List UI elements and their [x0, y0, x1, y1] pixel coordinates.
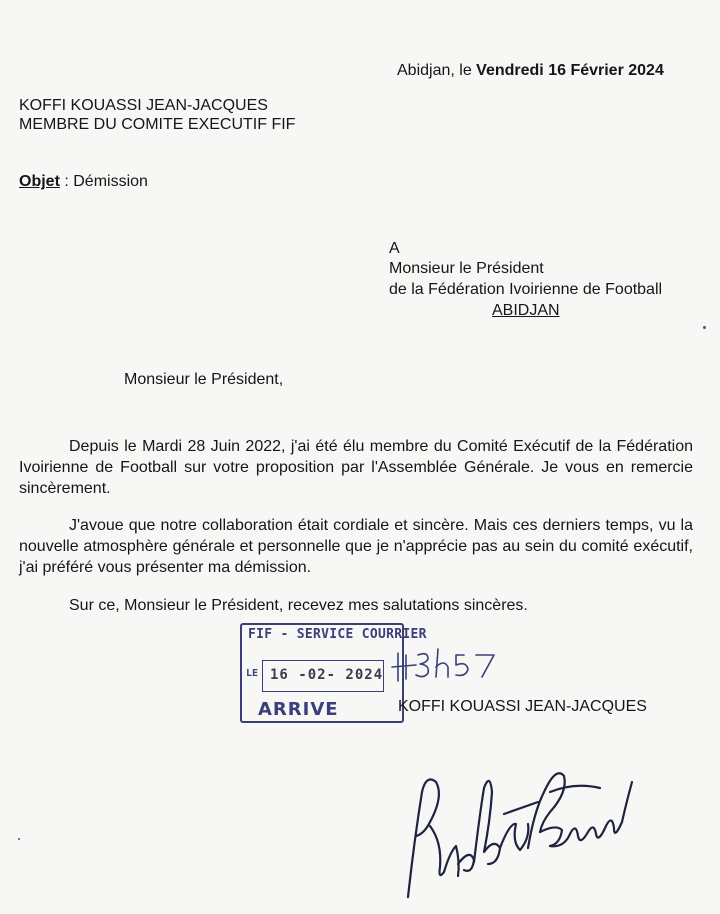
handwritten-signature — [400, 752, 640, 902]
sender-title: MEMBRE DU COMITE EXECUTIF FIF — [19, 116, 296, 133]
subject-label: Objet — [19, 173, 60, 190]
body-paragraph-2: J'avoue que notre collaboration était cordiale et sincère. Mais ces derniers temps, vu la nouvelle atmosphère générale et personnelle que je n'apprécie pas au sein du comité exécutif, j'ai préféré vous présenter ma démission. — [19, 517, 693, 576]
subject-separator: : — [59, 173, 74, 190]
stamp-arrive: ARRIVE — [258, 699, 339, 720]
place-date-prefix: Abidjan, le — [397, 62, 477, 79]
subject-line — [19, 172, 148, 192]
recipient-line-3: de la Fédération Ivoirienne de Football — [389, 281, 663, 298]
subject-value: Démission — [73, 173, 148, 190]
place-date — [397, 61, 664, 81]
recipient-line-1: A — [389, 240, 400, 257]
body-paragraph-1: Depuis le Mardi 28 Juin 2022, j'ai été élu membre du Comité Exécutif de la Fédération Ivoirienne de Football sur votre proposition par l'Assemblée Générale. Je vous en remercie sincèrement. — [19, 438, 693, 497]
body-paragraph-3: Sur ce, Monsieur le Président, recevez mes salutations sincères. — [69, 597, 528, 614]
speck — [18, 838, 20, 840]
sender-name: KOFFI KOUASSI JEAN-JACQUES — [19, 97, 268, 114]
stamp-le-label: LE — [246, 668, 259, 679]
speck — [703, 326, 706, 329]
place-date-bold: Vendredi 16 Février 2024 — [476, 62, 664, 79]
recipient-city: ABIDJAN — [492, 302, 560, 319]
stamp-date: 16 -02- 2024 — [270, 667, 384, 683]
salutation: Monsieur le Président, — [124, 371, 284, 388]
signatory-name: KOFFI KOUASSI JEAN-JACQUES — [398, 698, 647, 715]
reception-stamp — [240, 623, 427, 723]
recipient-line-2: Monsieur le Président — [389, 260, 544, 277]
handwritten-time — [390, 645, 520, 685]
stamp-header: FIF - SERVICE COURRIER — [248, 627, 427, 642]
